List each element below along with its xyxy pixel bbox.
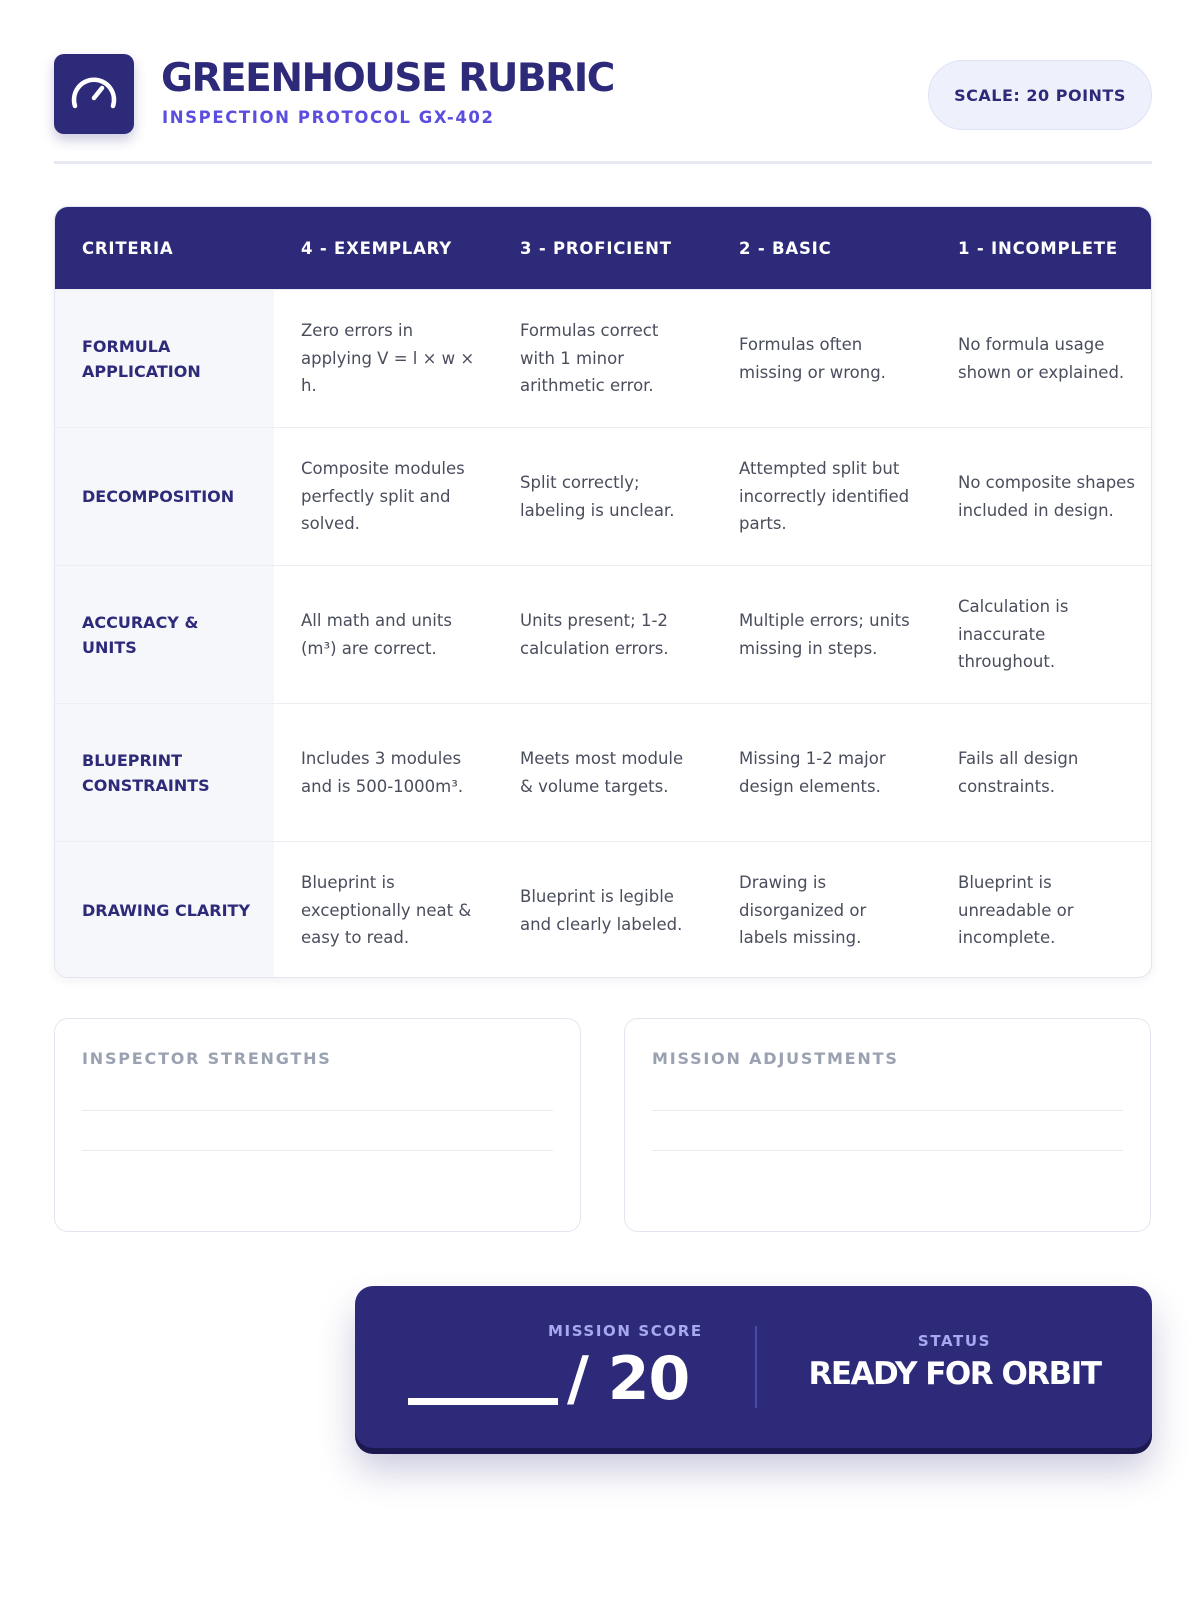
rubric-cell: Units present; 1-2 calculation errors. xyxy=(520,611,669,658)
rubric-cell: Drawing is disorganized or labels missing. xyxy=(739,873,867,948)
rubric-cell: Multiple errors; units missing in steps. xyxy=(739,611,910,658)
status-value: READY FOR ORBIT xyxy=(808,1356,1101,1392)
inspector-strengths-label: INSPECTOR STRENGTHS xyxy=(82,1049,332,1068)
table-row xyxy=(55,289,1151,427)
rubric-cell: Split correctly; labeling is unclear. xyxy=(520,473,675,520)
column-header-incomplete: 1 - INCOMPLETE xyxy=(958,238,1118,258)
writing-line xyxy=(82,1110,553,1111)
rubric-cell: Blueprint is exceptionally neat & easy to read. xyxy=(301,873,472,948)
status-label: STATUS xyxy=(917,1332,992,1350)
rubric-cell: Missing 1-2 major design elements. xyxy=(739,749,886,796)
rubric-cell: Formulas often missing or wrong. xyxy=(739,335,886,382)
table-row xyxy=(55,427,1151,565)
score-blank-line[interactable] xyxy=(408,1398,558,1405)
table-row xyxy=(55,703,1151,841)
page-title: GREENHOUSE RUBRIC xyxy=(161,56,614,101)
rubric-cell: Includes 3 modules and is 500-1000m³. xyxy=(301,749,464,796)
page-subtitle: INSPECTION PROTOCOL GX-402 xyxy=(162,108,495,127)
column-header-exemplary: 4 - EXEMPLARY xyxy=(301,238,453,258)
criterion-label: DECOMPOSITION xyxy=(55,428,274,565)
rubric-cell: Composite modules perfectly split and solved. xyxy=(301,459,465,534)
rubric-cell: All math and units (m³) are correct. xyxy=(301,611,452,658)
mission-adjustments-box[interactable] xyxy=(624,1018,1151,1232)
table-row xyxy=(55,565,1151,703)
score-total: / 20 xyxy=(567,1344,690,1414)
rubric-cell: No composite shapes included in design. xyxy=(958,473,1135,520)
criterion-label: FORMULA APPLICATION xyxy=(55,290,274,427)
writing-line xyxy=(652,1110,1123,1111)
writing-line xyxy=(82,1150,553,1151)
rubric-cell: Blueprint is unreadable or incomplete. xyxy=(958,873,1074,948)
rubric-cell: Blueprint is legible and clearly labeled. xyxy=(520,887,683,934)
rubric-cell: Meets most module & volume targets. xyxy=(520,749,684,796)
page-header xyxy=(54,54,1152,164)
table-row xyxy=(55,841,1151,978)
rubric-header-row xyxy=(55,207,1151,289)
rubric-cell: No formula usage shown or explained. xyxy=(958,335,1125,382)
rubric-cell: Formulas correct with 1 minor arithmetic error. xyxy=(520,321,659,396)
rubric-cell: Calculation is inaccurate throughout. xyxy=(958,597,1069,672)
scale-badge: SCALE: 20 POINTS xyxy=(928,60,1152,130)
column-header-proficient: 3 - PROFICIENT xyxy=(520,238,672,258)
rubric-cell: Attempted split but incorrectly identified parts. xyxy=(739,459,910,534)
column-header-criteria: CRITERIA xyxy=(82,238,174,258)
rubric-table xyxy=(54,206,1152,978)
criterion-label: BLUEPRINT CONSTRAINTS xyxy=(55,704,274,841)
column-header-basic: 2 - BASIC xyxy=(739,238,832,258)
gauge-icon xyxy=(68,68,120,120)
rubric-cell: Fails all design constraints. xyxy=(958,749,1079,796)
inspector-strengths-box[interactable] xyxy=(54,1018,581,1232)
writing-line xyxy=(652,1150,1123,1151)
mission-adjustments-label: MISSION ADJUSTMENTS xyxy=(652,1049,899,1068)
mission-score-label: MISSION SCORE xyxy=(548,1322,703,1340)
logo-badge xyxy=(54,54,134,134)
criterion-label: ACCURACY & UNITS xyxy=(55,566,274,703)
criterion-label: DRAWING CLARITY xyxy=(55,842,274,978)
rubric-cell: Zero errors in applying V = l × w × h. xyxy=(301,321,475,396)
mission-score-panel xyxy=(355,1286,1152,1448)
